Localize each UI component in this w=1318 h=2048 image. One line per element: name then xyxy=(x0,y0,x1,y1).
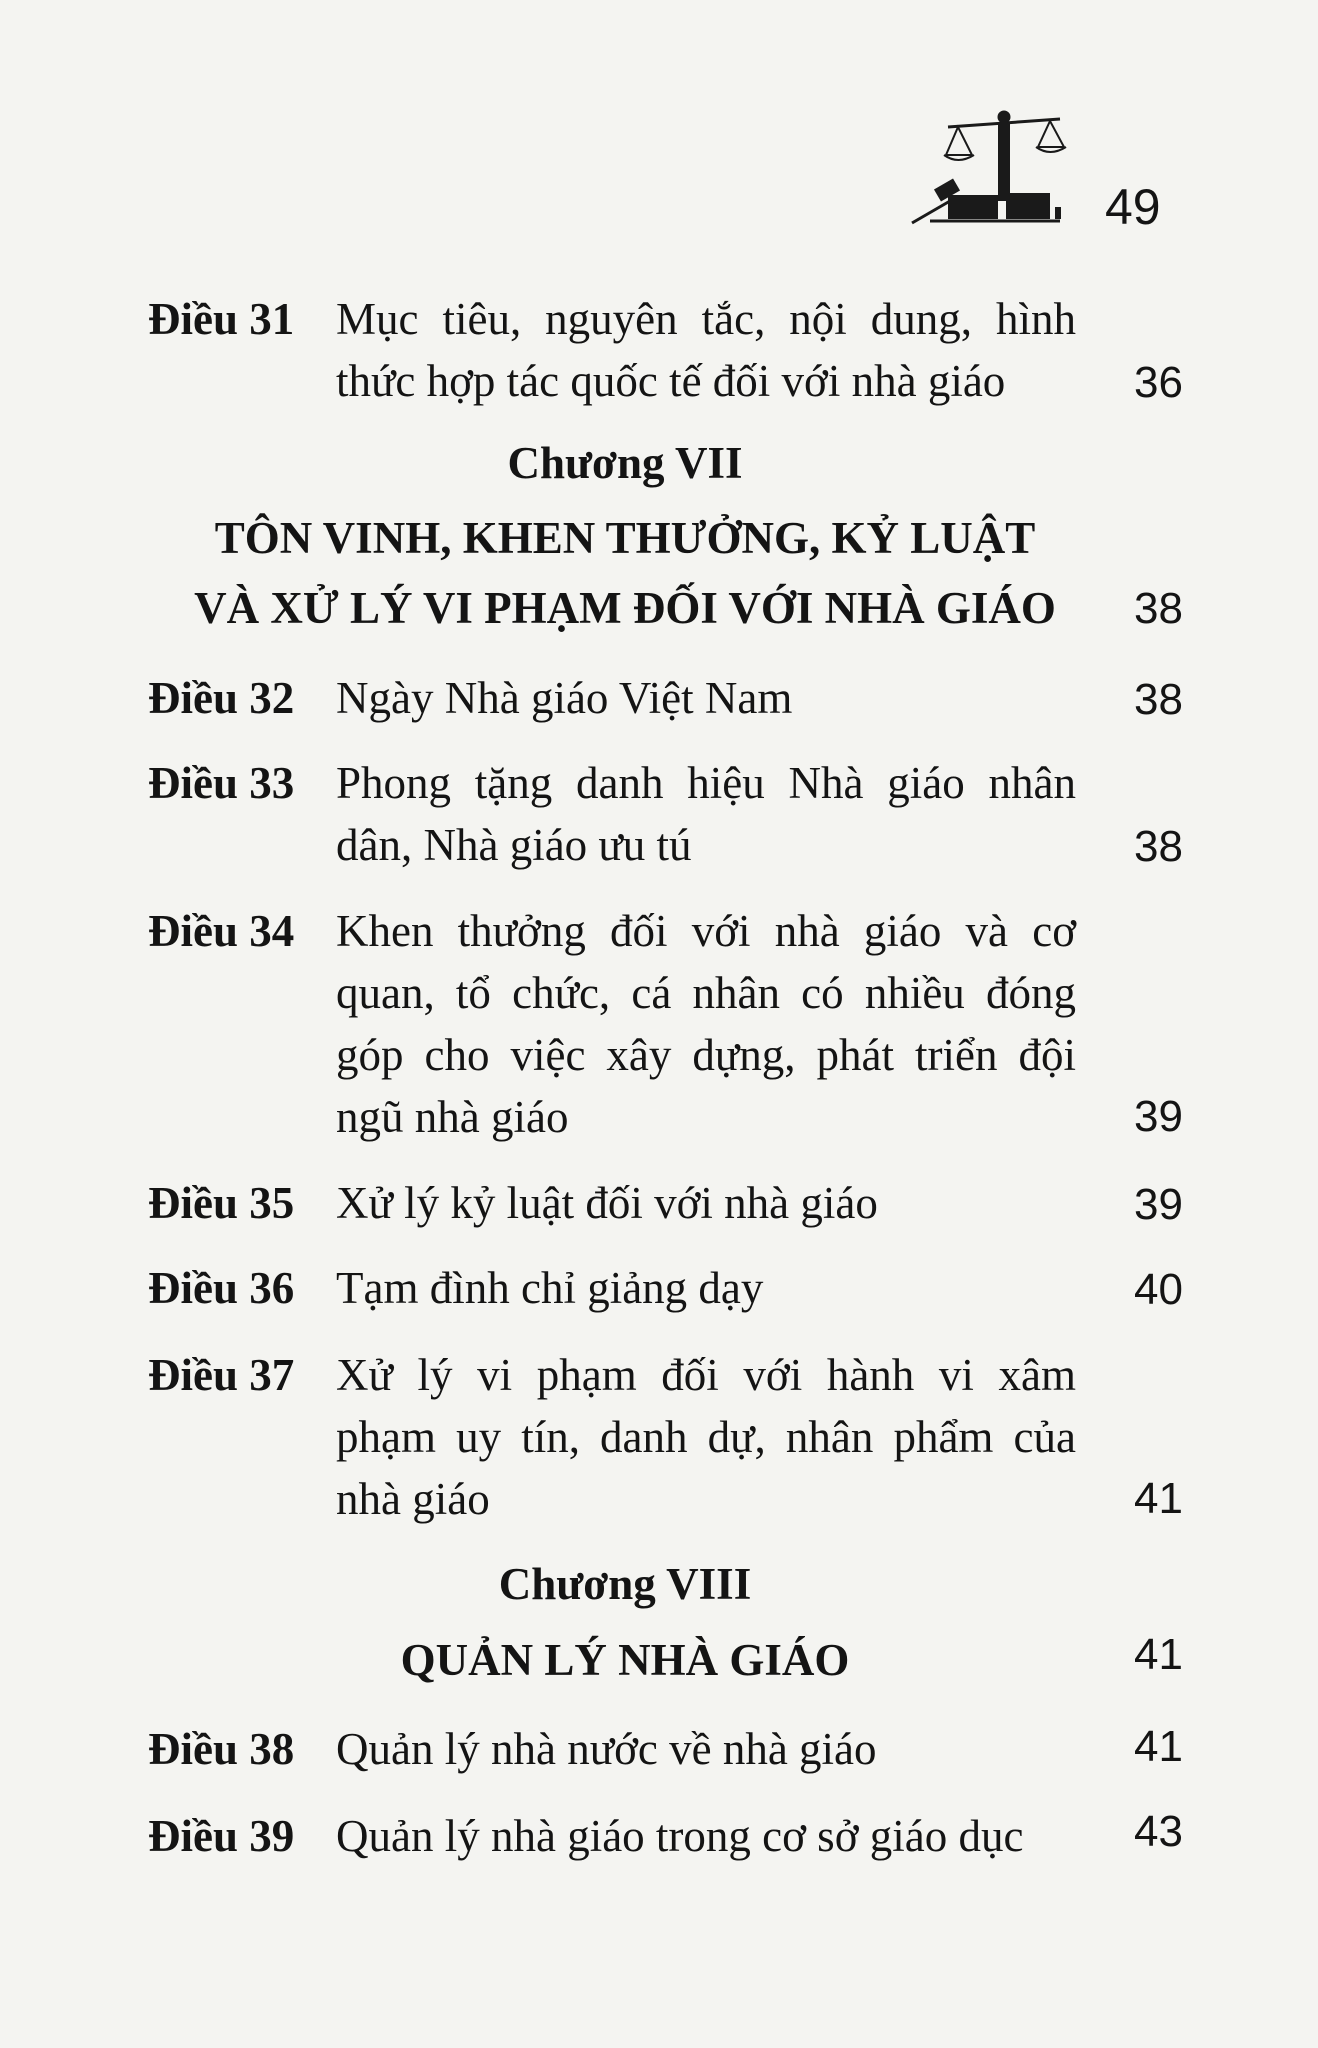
chapter-page-ref: 41 xyxy=(1134,1630,1183,1679)
chapter-name: Chương VIII xyxy=(498,1559,752,1609)
article-title: Xử lý vi phạm đối với hành vi xâm phạm uy tín, danh dự, nhân phẩm của nhà giáo xyxy=(336,1350,1076,1524)
article-label: Điều 34 xyxy=(148,906,295,956)
page-ref: 40 xyxy=(1134,1265,1183,1314)
page-ref: 36 xyxy=(1134,358,1183,407)
article-title: Tạm đình chỉ giảng dạy xyxy=(336,1263,764,1313)
article-title: Mục tiêu, nguyên tắc, nội dung, hình thức hợp tác quốc tế đối với nhà giáo xyxy=(336,294,1076,406)
article-title: Khen thưởng đối với nhà giáo và cơ quan, tổ chức, cá nhân có nhiều đóng góp cho việc xây dựng, phát triển đội ngũ nhà giáo xyxy=(336,906,1076,1142)
page-ref: 39 xyxy=(1134,1180,1183,1229)
chapter-page-ref: 38 xyxy=(1134,584,1183,633)
article-title: Quản lý nhà nước về nhà giáo xyxy=(336,1724,877,1774)
article-label: Điều 35 xyxy=(148,1178,295,1228)
page-ref: 39 xyxy=(1134,1092,1183,1141)
chapter-title: TÔN VINH, KHEN THƯỞNG, KỶ LUẬT xyxy=(214,513,1036,563)
chapter-title: QUẢN LÝ NHÀ GIÁO xyxy=(400,1635,850,1685)
article-label: Điều 32 xyxy=(148,673,295,723)
article-title: Xử lý kỷ luật đối với nhà giáo xyxy=(336,1178,878,1228)
article-label: Điều 31 xyxy=(148,294,295,344)
article-label: Điều 36 xyxy=(148,1263,295,1313)
article-title: Quản lý nhà giáo trong cơ sở giáo dục xyxy=(336,1811,1024,1861)
page-number: 49 xyxy=(1105,179,1161,235)
article-label: Điều 39 xyxy=(148,1811,295,1861)
article-title: Phong tặng danh hiệu Nhà giáo nhân dân, Nhà giáo ưu tú xyxy=(336,758,1076,870)
page-ref: 38 xyxy=(1134,822,1183,871)
article-title: Ngày Nhà giáo Việt Nam xyxy=(336,673,793,723)
article-label: Điều 33 xyxy=(148,758,295,808)
article-label: Điều 38 xyxy=(148,1724,295,1774)
chapter-name: Chương VII xyxy=(507,438,743,488)
page-ref: 41 xyxy=(1134,1474,1183,1523)
chapter-title: VÀ XỬ LÝ VI PHẠM ĐỐI VỚI NHÀ GIÁO xyxy=(194,583,1056,633)
page-ref: 38 xyxy=(1134,675,1183,724)
scales-of-justice-and-gavel-icon xyxy=(910,105,1085,235)
page-ref: 43 xyxy=(1134,1807,1183,1856)
article-label: Điều 37 xyxy=(148,1350,295,1400)
page-ref: 41 xyxy=(1134,1722,1183,1771)
